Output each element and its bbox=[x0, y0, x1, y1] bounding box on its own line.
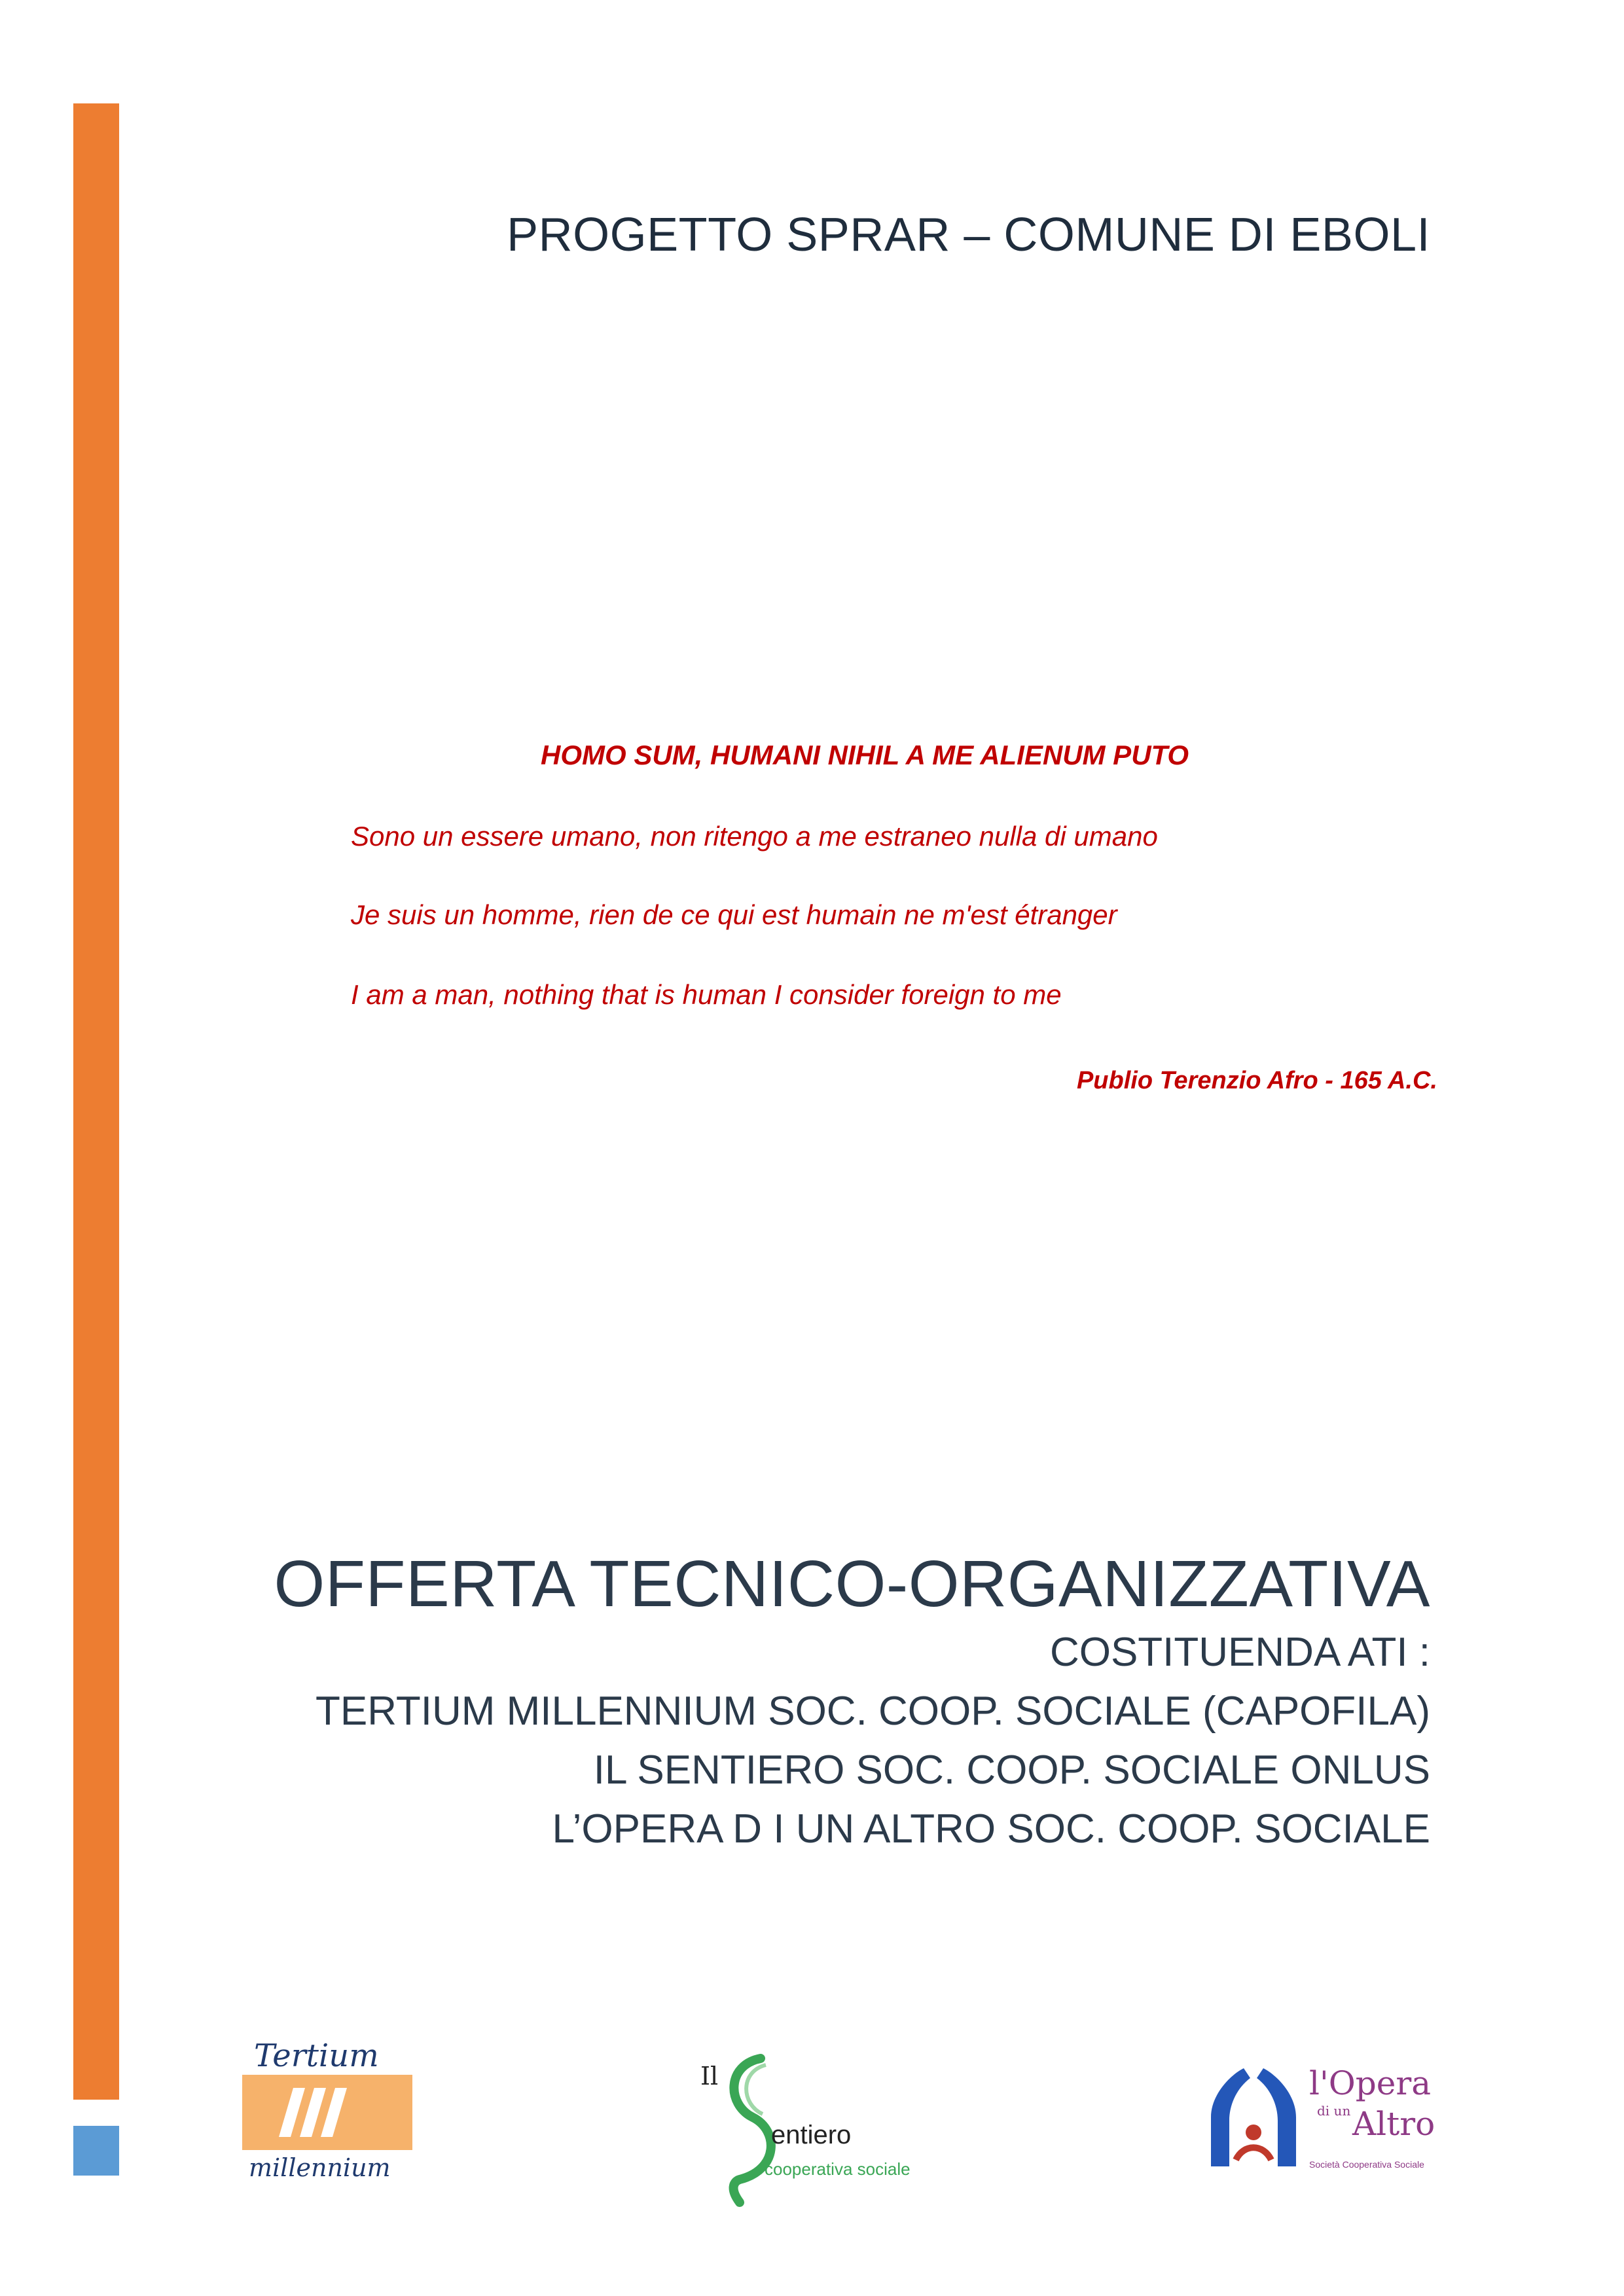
sentiero-logo-s-highlight bbox=[746, 2065, 766, 2114]
quote-author: Publio Terenzio Afro - 165 A.C. bbox=[1076, 1067, 1437, 1094]
offer-line-sentiero: IL SENTIERO SOC. COOP. SOCIALE ONLUS bbox=[593, 1748, 1430, 1793]
blue-corner-square bbox=[73, 2126, 119, 2176]
opera-logo-line1: l'Opera bbox=[1309, 2064, 1432, 2102]
sentiero-logo-subtitle: cooperativa sociale bbox=[765, 2159, 911, 2179]
sentiero-logo-name: entiero bbox=[771, 2121, 852, 2149]
orange-side-bar bbox=[73, 103, 119, 2100]
opera-logo-tagline: Società Cooperativa Sociale bbox=[1309, 2159, 1424, 2170]
opera-logo-line3: Altro bbox=[1352, 2105, 1435, 2143]
tertium-logo-bottom-text: millennium bbox=[249, 2153, 391, 2182]
page-header-title: PROGETTO SPRAR – COMUNE DI EBOLI bbox=[507, 209, 1430, 261]
opera-logo-line2: di un bbox=[1317, 2103, 1351, 2119]
quote-line-french: Je suis un homme, rien de ce qui est humain ne m'est étranger bbox=[351, 899, 1117, 930]
quote-line-english: I am a man, nothing that is human I consider foreign to me bbox=[351, 979, 1062, 1010]
opera-logo-head bbox=[1246, 2125, 1261, 2140]
tertium-millennium-logo bbox=[242, 2039, 412, 2189]
quote-line-italian: Sono un essere umano, non ritengo a me estraneo nulla di umano bbox=[351, 821, 1158, 852]
opera-logo-arms bbox=[1236, 2147, 1271, 2160]
tertium-logo-background bbox=[242, 2075, 412, 2150]
offer-block bbox=[274, 1545, 1430, 1859]
tertium-logo-top-text: Tertium bbox=[254, 2039, 379, 2074]
sentiero-logo-il: Il bbox=[700, 2062, 719, 2090]
quote-latin: HOMO SUM, HUMANI NIHIL A ME ALIENUM PUTO bbox=[541, 740, 1189, 770]
offer-line-ati: COSTITUENDA ATI : bbox=[1049, 1630, 1430, 1675]
il-sentiero-logo bbox=[700, 2039, 923, 2209]
offer-line-tertium: TERTIUM MILLENNIUM SOC. COOP. SOCIALE (CAPOFILA) bbox=[315, 1689, 1430, 1734]
sentiero-logo-s-path bbox=[734, 2058, 771, 2202]
offer-title: OFFERTA TECNICO-ORGANIZZATIVA bbox=[274, 1547, 1430, 1621]
offer-line-opera: L’OPERA D I UN ALTRO SOC. COOP. SOCIALE bbox=[552, 1806, 1430, 1852]
opera-di-un-altro-logo bbox=[1198, 2055, 1440, 2186]
